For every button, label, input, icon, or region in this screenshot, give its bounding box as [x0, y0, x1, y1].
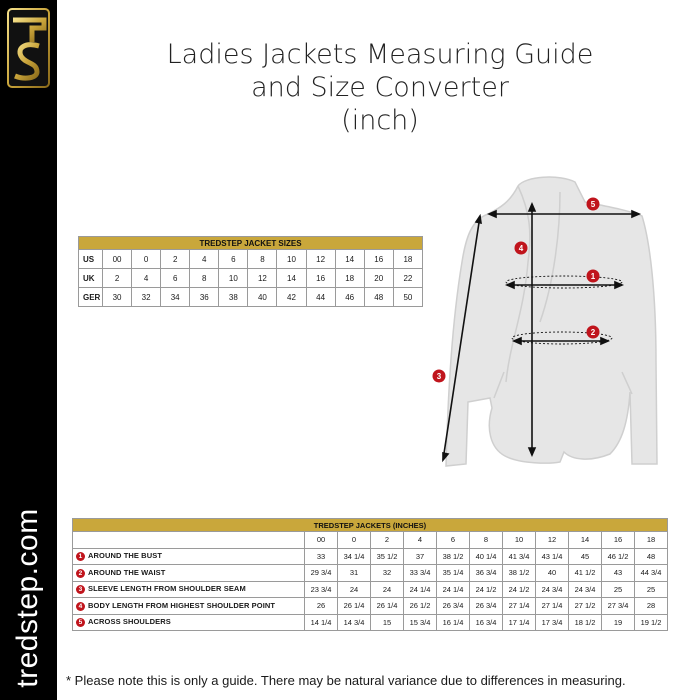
measurement-cell: 27 3/4 — [602, 598, 635, 615]
size-cell: 18 — [393, 250, 422, 269]
sizes-table-header: TREDSTEP JACKET SIZES — [79, 237, 423, 250]
size-cell: 10 — [219, 269, 248, 288]
measurement-row — [73, 614, 668, 631]
jacket-diagram — [410, 172, 680, 472]
conv-column-header: 16 — [602, 532, 635, 549]
size-cell: 2 — [161, 250, 190, 269]
conv-columns-row — [73, 532, 668, 549]
measurement-cell: 46 1/2 — [602, 548, 635, 565]
measurement-label: BODY LENGTH FROM HIGHEST SHOULDER POINT — [88, 600, 276, 610]
svg-text:2: 2 — [590, 328, 596, 337]
svg-text:3: 3 — [436, 372, 442, 381]
jacket-sizes-table — [78, 236, 423, 307]
size-cell: 2 — [103, 269, 132, 288]
marker-2-icon — [587, 326, 600, 339]
measurement-cell: 24 1/4 — [437, 581, 470, 598]
measurement-cell: 35 1/4 — [437, 565, 470, 582]
size-cell: 16 — [364, 250, 393, 269]
measurement-label-cell — [73, 598, 305, 615]
size-cell: 32 — [132, 288, 161, 307]
measurement-number-icon: 3 — [76, 585, 85, 594]
measurement-cell: 33 — [305, 548, 338, 565]
measurement-row — [73, 565, 668, 582]
measurement-label: SLEEVE LENGTH FROM SHOULDER SEAM — [88, 584, 246, 594]
measurement-cell: 23 3/4 — [305, 581, 338, 598]
brand-sidebar — [0, 0, 57, 700]
measurement-cell: 40 — [536, 565, 569, 582]
size-cell: 36 — [190, 288, 219, 307]
measurement-number-icon: 5 — [76, 618, 85, 627]
measurement-cell: 19 1/2 — [635, 614, 668, 631]
vertical-brand-text: tredstep.com — [11, 508, 44, 688]
measurement-cell: 24 3/4 — [536, 581, 569, 598]
size-cell: 18 — [335, 269, 364, 288]
measurement-cell: 15 — [371, 614, 404, 631]
size-cell: 48 — [364, 288, 393, 307]
size-cell: 8 — [190, 269, 219, 288]
measurement-number-icon: 1 — [76, 552, 85, 561]
conv-column-header: 6 — [437, 532, 470, 549]
measurement-cell: 26 1/4 — [371, 598, 404, 615]
measurement-cell: 29 3/4 — [305, 565, 338, 582]
ts-monogram-logo-icon — [7, 8, 50, 88]
measurement-cell: 15 3/4 — [404, 614, 437, 631]
measurement-number-icon: 2 — [76, 569, 85, 578]
measurement-label-cell — [73, 548, 305, 565]
size-cell: 6 — [219, 250, 248, 269]
size-cell: 20 — [364, 269, 393, 288]
measurement-cell: 24 — [371, 581, 404, 598]
measurement-cell: 24 1/2 — [503, 581, 536, 598]
conv-column-header: 0 — [338, 532, 371, 549]
measurement-cell: 24 3/4 — [569, 581, 602, 598]
size-cell: 14 — [277, 269, 306, 288]
conv-column-header: 10 — [503, 532, 536, 549]
size-row — [79, 269, 423, 288]
size-row-label: GER — [79, 288, 103, 307]
measurement-cell: 36 3/4 — [470, 565, 503, 582]
size-cell: 46 — [335, 288, 364, 307]
conv-column-header: 4 — [404, 532, 437, 549]
measurement-cell: 26 3/4 — [470, 598, 503, 615]
measurement-cell: 44 3/4 — [635, 565, 668, 582]
measurement-label: ACROSS SHOULDERS — [88, 617, 171, 627]
size-cell: 16 — [306, 269, 335, 288]
size-row-label: UK — [79, 269, 103, 288]
measurement-cell: 41 1/2 — [569, 565, 602, 582]
conv-column-header: 12 — [536, 532, 569, 549]
size-row-label: US — [79, 250, 103, 269]
svg-text:4: 4 — [518, 244, 524, 253]
measurement-cell: 48 — [635, 548, 668, 565]
measurement-cell: 43 — [602, 565, 635, 582]
measurement-cell: 28 — [635, 598, 668, 615]
measurement-cell: 33 3/4 — [404, 565, 437, 582]
measurement-cell: 40 1/4 — [470, 548, 503, 565]
jacket-measurements-table — [72, 518, 668, 631]
conv-column-header: 2 — [371, 532, 404, 549]
measurement-cell: 34 1/4 — [338, 548, 371, 565]
size-cell: 00 — [103, 250, 132, 269]
size-cell: 22 — [393, 269, 422, 288]
measurement-cell: 16 3/4 — [470, 614, 503, 631]
measurement-cell: 45 — [569, 548, 602, 565]
measurement-cell: 18 1/2 — [569, 614, 602, 631]
size-cell: 6 — [161, 269, 190, 288]
marker-5-icon — [587, 198, 600, 211]
measurement-cell: 17 3/4 — [536, 614, 569, 631]
measurement-cell: 27 1/4 — [503, 598, 536, 615]
disclaimer-note: * Please note this is only a guide. There may be natural variance due to differences in measuring. — [66, 673, 626, 688]
page-title — [120, 38, 640, 137]
measurement-cell: 31 — [338, 565, 371, 582]
title-line-2: and Size Converter — [251, 72, 509, 103]
size-cell: 30 — [103, 288, 132, 307]
title-line-3: (inch) — [341, 105, 419, 136]
conv-column-header: 18 — [635, 532, 668, 549]
measurement-cell: 27 1/2 — [569, 598, 602, 615]
size-cell: 4 — [190, 250, 219, 269]
measurement-cell: 25 — [635, 581, 668, 598]
measurement-row — [73, 548, 668, 565]
measurement-cell: 26 — [305, 598, 338, 615]
measurement-cell: 14 1/4 — [305, 614, 338, 631]
measurement-cell: 24 1/2 — [470, 581, 503, 598]
conv-column-header: 00 — [305, 532, 338, 549]
measurement-number-icon: 4 — [76, 602, 85, 611]
measurement-cell: 41 3/4 — [503, 548, 536, 565]
size-cell: 4 — [132, 269, 161, 288]
size-cell: 14 — [335, 250, 364, 269]
conv-table-header: TREDSTEP JACKETS (INCHES) — [73, 519, 668, 532]
size-row — [79, 250, 423, 269]
measurement-row — [73, 598, 668, 615]
measurement-cell: 38 1/2 — [503, 565, 536, 582]
size-row — [79, 288, 423, 307]
measurement-label-cell — [73, 565, 305, 582]
measurement-cell: 24 — [338, 581, 371, 598]
conv-header-row — [73, 519, 668, 532]
marker-3-icon — [433, 370, 446, 383]
measurement-cell: 24 1/4 — [404, 581, 437, 598]
svg-text:1: 1 — [590, 272, 596, 281]
measurement-cell: 19 — [602, 614, 635, 631]
size-cell: 50 — [393, 288, 422, 307]
svg-text:5: 5 — [590, 200, 596, 209]
measurement-cell: 37 — [404, 548, 437, 565]
size-cell: 12 — [306, 250, 335, 269]
size-cell: 42 — [277, 288, 306, 307]
size-cell: 12 — [248, 269, 277, 288]
measurement-label: AROUND THE BUST — [88, 551, 162, 561]
measurement-cell: 26 1/4 — [338, 598, 371, 615]
measurement-cell: 25 — [602, 581, 635, 598]
measurement-cell: 32 — [371, 565, 404, 582]
size-cell: 34 — [161, 288, 190, 307]
measurement-cell: 43 1/4 — [536, 548, 569, 565]
size-cell: 8 — [248, 250, 277, 269]
measurement-cell: 26 1/2 — [404, 598, 437, 615]
marker-1-icon — [587, 270, 600, 283]
measurement-label-cell — [73, 581, 305, 598]
measurement-cell: 16 1/4 — [437, 614, 470, 631]
measurement-cell: 17 1/4 — [503, 614, 536, 631]
measurement-label-cell — [73, 614, 305, 631]
size-cell: 44 — [306, 288, 335, 307]
measurement-cell: 14 3/4 — [338, 614, 371, 631]
measurement-cell: 38 1/2 — [437, 548, 470, 565]
measurement-label: AROUND THE WAIST — [88, 567, 166, 577]
conv-column-header: 8 — [470, 532, 503, 549]
measurement-cell: 35 1/2 — [371, 548, 404, 565]
measurement-cell: 27 1/4 — [536, 598, 569, 615]
conv-corner-cell — [73, 532, 305, 549]
conv-column-header: 14 — [569, 532, 602, 549]
measurement-cell: 26 3/4 — [437, 598, 470, 615]
title-line-1: Ladies Jackets Measuring Guide — [166, 39, 594, 70]
size-cell: 40 — [248, 288, 277, 307]
size-cell: 0 — [132, 250, 161, 269]
measurement-row — [73, 581, 668, 598]
size-cell: 38 — [219, 288, 248, 307]
size-cell: 10 — [277, 250, 306, 269]
sizes-header-row — [79, 237, 423, 250]
marker-4-icon — [515, 242, 528, 255]
